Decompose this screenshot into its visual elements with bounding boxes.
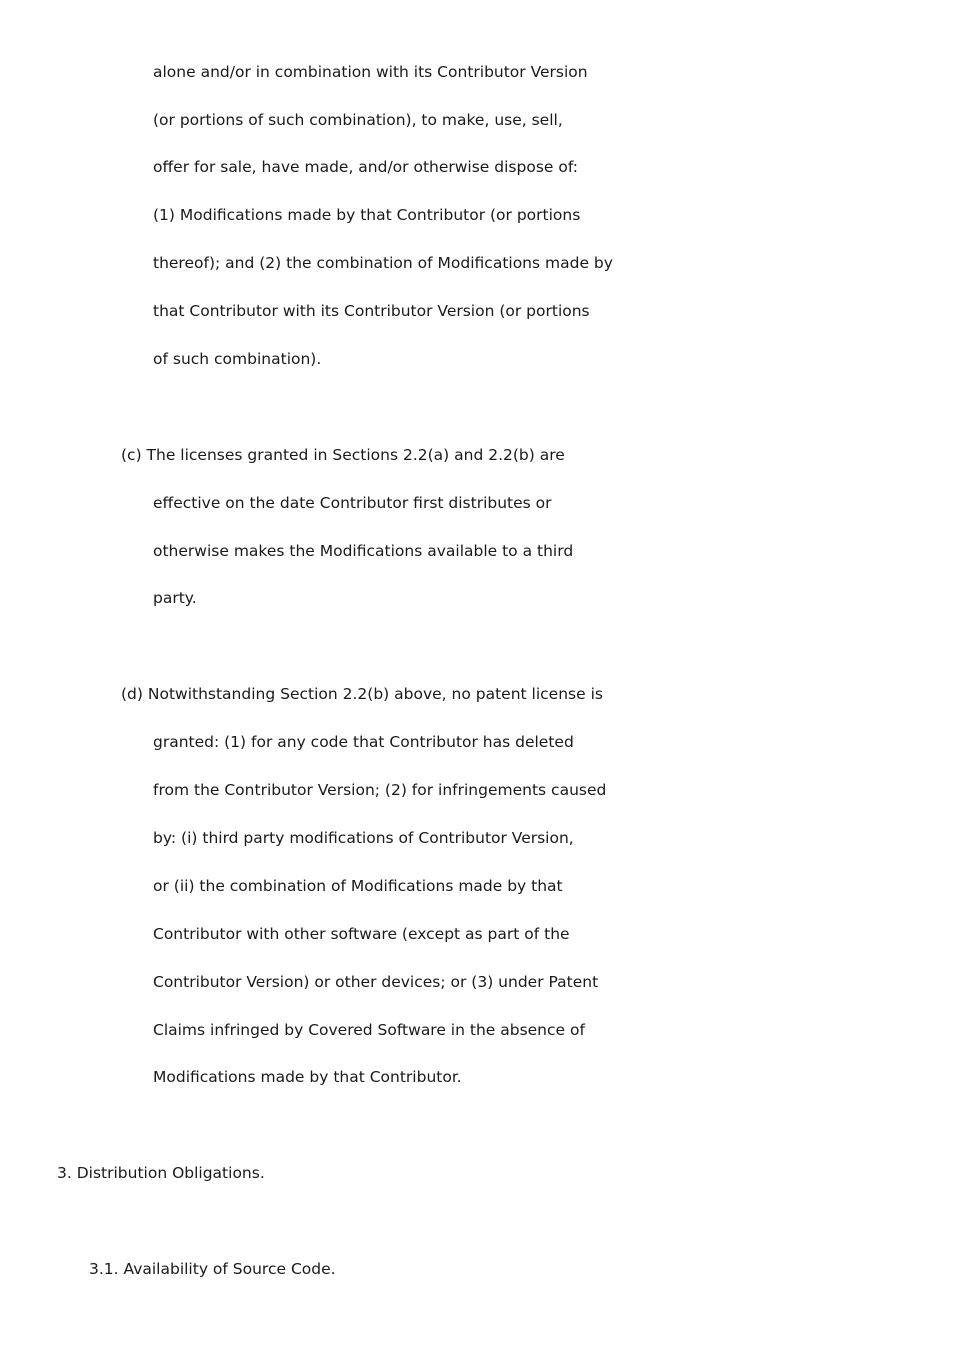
text-line: (or portions of such combination), to make, use, sell, [153,111,563,129]
text-line: offer for sale, have made, and/or otherwise dispose of: [153,158,578,176]
section-heading: 3. Distribution Obligations. [57,1164,265,1182]
text-line: effective on the date Contributor first distributes or [153,494,552,512]
subsection-heading: 3.1. Availability of Source Code. [89,1260,336,1278]
text-line: granted: (1) for any code that Contributor has deleted [153,733,574,751]
text-line: or (ii) the combination of Modifications made by that [153,877,563,895]
text-line: from the Contributor Version; (2) for infringements caused [153,781,607,799]
text-line: Contributor Version) or other devices; or (3) under Patent [153,973,599,991]
text-line: (1) Modifications made by that Contributor (or portions [153,206,581,224]
clause-c-heading: (c) The licenses granted in Sections 2.2(a) and 2.2(b) are [121,446,565,464]
text-line: by: (i) third party modifications of Contributor Version, [153,829,574,847]
text-line: that Contributor with its Contributor Version (or portions [153,302,590,320]
text-line: of such combination). [153,350,322,368]
text-line: Modifications made by that Contributor. [153,1068,462,1086]
text-line: thereof); and (2) the combination of Modifications made by [153,254,613,272]
text-line: alone and/or in combination with its Contributor Version [153,63,588,81]
text-line: Contributor with other software (except as part of the [153,925,570,943]
text-line: party. [153,589,197,607]
clause-d-heading: (d) Notwithstanding Section 2.2(b) above, no patent license is [121,685,603,703]
text-line: otherwise makes the Modifications available to a third [153,542,574,560]
text-line: Claims infringed by Covered Software in the absence of [153,1021,585,1039]
